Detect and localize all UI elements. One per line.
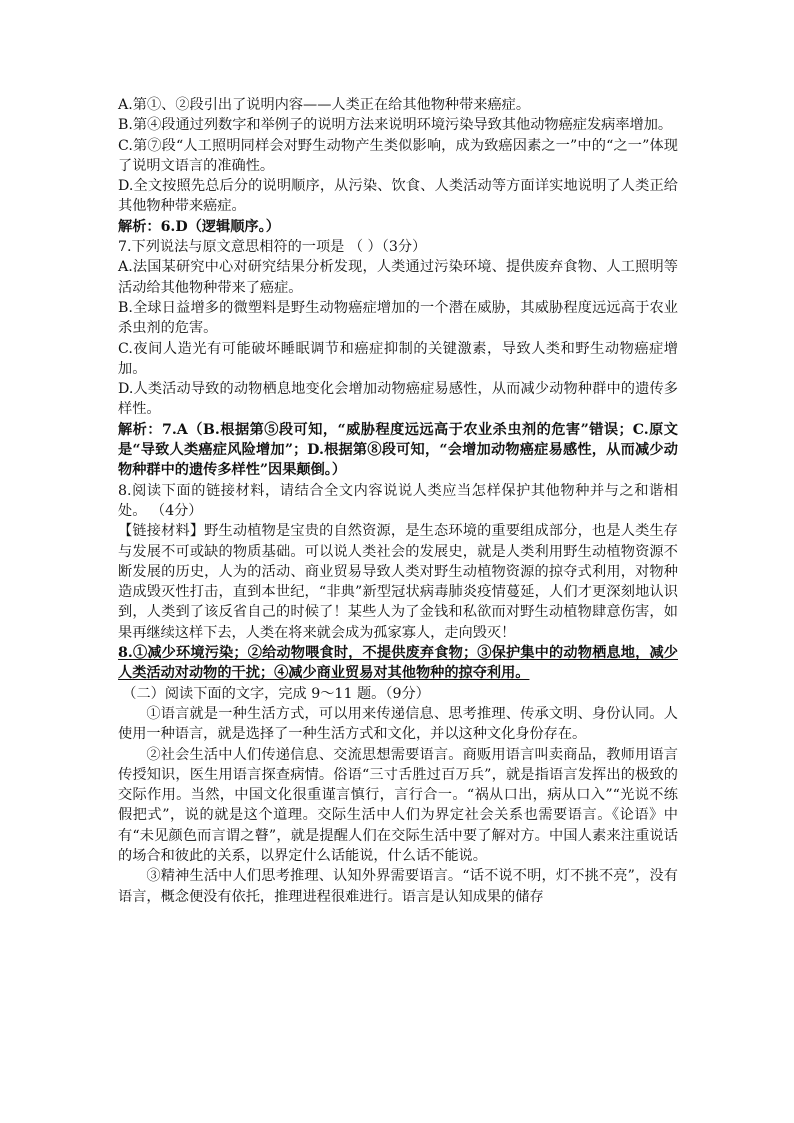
q7-option-b: B.全球日益增多的微塑料是野生动物癌症增加的一个潜在威胁，其威胁程度远远高于农业杀虫剂的危害。 [118,299,678,337]
q6-option-c: C.第⑦段“人工照明同样会对野生动物产生类似影响，成为致癌因素之一”中的“之一”体现了说明文语言的准确性。 [118,137,678,174]
q7-analysis: 解析：7.A（B.根据第⑤段可知，“威胁程度远远高于农业杀虫剂的危害”错误；C.原文是“导致人类癌症风险增加”；D.根据第⑧段可知，“会增加动物癌症易感性，从而减少动物种群中的遗传多样性”因果颠倒。） [118,421,678,479]
q8-link-material: 【链接材料】野生动植物是宝贵的自然资源，是生态环境的重要组成部分，也是人类生存与发展不可或缺的物质基础。可以说人类社会的发展史，就是人类利用野生动植物资源不断发展的历史，人为的活动、商业贸易导致人类对野生动植物资源的掠夺式利用，对物种造成毁灭性打击，直到本世纪，“非典”新型冠状病毒肺炎疫情蔓延，人们才更深刻地认识到，人类到了该反省自己的时候了！某些人为了金钱和私欲而对野生动植物肆意伤害，如果再继续这样下去，人类在将来就会成为孤家寡人，走向毁灭！ [118,523,678,641]
q6-option-d: D.全文按照先总后分的说明顺序，从污染、饮食、人类活动等方面详实地说明了人类正给其他物种带来癌症。 [118,178,678,215]
q8-question: 8.阅读下面的链接材料，请结合全文内容说说人类应当怎样保护其他物种并与之和谐相处。 （4分） [118,482,678,519]
section2-paragraph-1: ①语言就是一种生活方式，可以用来传递信息、思考推理、传承文明、身份认同。人使用一种语言，就是选择了一种生活方式和文化，并以这种文化身份存在。 [118,705,678,743]
q6-option-b: B.第④段通过列数字和举例子的说明方法来说明环境污染导致其他动物癌症发病率增加。 [118,117,673,134]
q6-analysis: 解析：6.D（逻辑顺序。） [118,218,280,235]
q7-option-c: C.夜间人造光有可能破坏睡眠调节和癌症抑制的关键激素，导致人类和野生动物癌症增加。 [118,340,678,377]
section2-heading: （二）阅读下面的文字，完成 9～11 题。（9分） [122,685,430,702]
section2-paragraph-2: ②社会生活中人们传递信息、交流思想需要语言。商贩用语言叫卖商品，教师用语言传授知识，医生用语言探查病情。俗语“三寸舌胜过百万兵”，就是指语言发挥出的极致的交际作用。当然，中国文化很重谨言慎行，言行合一。“祸从口出，病从口入”“光说不练假把式”，说的就是这个道理。交际生活中人们为界定社会关系也需要语言。《论语》中有“未见颜色而言谓之瞽”，就是提醒人们在交际生活中要了解对方。中国人素来注重说话的场合和彼此的关系，以界定什么话能说，什么话不能说。 [118,746,678,864]
q7-option-d: D.人类活动导致的动物栖息地变化会增加动物癌症易感性，从而减少动物种群中的遗传多样性。 [118,381,678,418]
q6-option-a: A.第①、②段引出了说明内容——人类正在给其他物种带来癌症。 [118,97,531,113]
q7-option-a: A.法国某研究中心对研究结果分析发现，人类通过污染环境、提供废弃食物、人工照明等活动给其他物种带来了癌症。 [118,259,678,296]
document-page [118,95,678,907]
q7-question: 7.下列说法与原文意思相符的一项是 （ ）（3分） [118,239,427,256]
q8-answer: 8.①减少环境污染；②给动物喂食时，不提供废弃食物；③保护集中的动物栖息地，减少人类活动对动物的干扰；④减少商业贸易对其他物种的掠夺利用。 [118,645,678,682]
section2-paragraph-3: ③精神生活中人们思考推理、认知外界需要语言。“话不说不明，灯不挑不亮”，没有语言，概念便没有依托，推理进程很难进行。语言是认知成果的储存 [118,868,678,905]
